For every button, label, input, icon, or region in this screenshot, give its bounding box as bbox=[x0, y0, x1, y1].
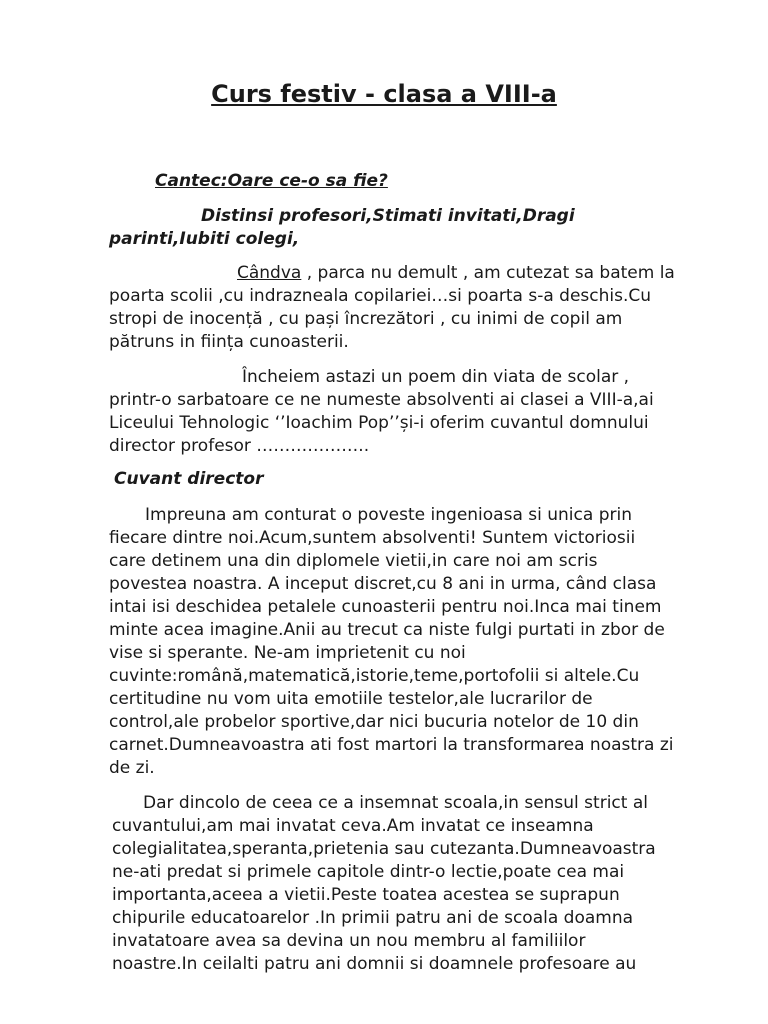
closing-intro-line-3: Liceului Tehnologic ‘’Ioachim Pop’’și-i oferim cuvantul domnului bbox=[109, 413, 649, 433]
director-heading: Cuvant director bbox=[114, 469, 264, 489]
paragraph-2-line-2: cuvantului,am mai invatat ceva.Am invatat ce inseamna bbox=[112, 816, 594, 836]
closing-intro-line-2: printr-o sarbatoare ce ne numeste absolventi ai clasei a VIII-a,ai bbox=[109, 390, 654, 410]
paragraph-1-line-12: de zi. bbox=[109, 758, 155, 778]
paragraph-1-line-2: fiecare dintre noi.Acum,suntem absolventi! Suntem victoriosii bbox=[109, 528, 636, 548]
intro-first-word: Cândva bbox=[237, 263, 302, 283]
intro-line-4: pătruns in ființa cunoasterii. bbox=[109, 332, 349, 352]
paragraph-1-line-11: carnet.Dumneavoastra ati fost martori la transformarea noastra zi bbox=[109, 735, 674, 755]
document-title: Curs festiv - clasa a VIII-a bbox=[211, 80, 557, 108]
paragraph-1-line-10: control,ale probelor sportive,dar nici bucuria notelor de 10 din bbox=[109, 712, 639, 732]
paragraph-2-line-1: Dar dincolo de ceea ce a insemnat scoala,in sensul strict al bbox=[143, 793, 648, 813]
paragraph-2-line-8: noastre.In ceilalti patru ani domnii si doamnele profesoare au bbox=[112, 954, 637, 974]
paragraph-1-line-8: cuvinte:română,matematică,istorie,teme,portofolii si altele.Cu bbox=[109, 666, 640, 686]
intro-line-3: stropi de inocență , cu pași încrezători , cu inimi de copil am bbox=[109, 309, 623, 329]
closing-intro-line-1: Încheiem astazi un poem din viata de scolar , bbox=[242, 367, 630, 387]
greeting-line-2: parinti,Iubiti colegi, bbox=[109, 229, 300, 249]
song-heading: Cantec:Oare ce-o sa fie? bbox=[155, 171, 388, 191]
paragraph-2-line-4: ne-ati predat si primele capitole dintr-o lectie,poate cea mai bbox=[112, 862, 625, 882]
paragraph-1-line-9: certitudine nu vom uita emotiile testelor,ale lucrarilor de bbox=[109, 689, 593, 709]
paragraph-1-line-5: intai isi deschidea petalele cunoasterii pentru noi.Inca mai tinem bbox=[109, 597, 662, 617]
paragraph-2-line-5: importanta,aceea a vietii.Peste toatea acestea se suprapun bbox=[112, 885, 620, 905]
paragraph-1-line-6: minte acea imagine.Anii au trecut ca niste fulgi purtati in zbor de bbox=[109, 620, 665, 640]
intro-first-line-rest: , parca nu demult , am cutezat sa batem la bbox=[301, 263, 675, 283]
paragraph-1-line-4: povestea noastra. A inceput discret,cu 8 ani in urma, când clasa bbox=[109, 574, 657, 594]
intro-line-2: poarta scolii ,cu indrazneala copilariei…si poarta s-a deschis.Cu bbox=[109, 286, 652, 306]
intro-line-1 bbox=[237, 262, 675, 285]
paragraph-1-line-1: Impreuna am conturat o poveste ingenioasa si unica prin bbox=[145, 505, 632, 525]
paragraph-2-line-3: colegialitatea,speranta,prietenia sau cutezanta.Dumneavoastra bbox=[112, 839, 656, 859]
paragraph-2-line-7: invatatoare avea sa devina un nou membru al familiilor bbox=[112, 931, 586, 951]
closing-intro-line-4: director profesor ……………….. bbox=[109, 436, 370, 456]
paragraph-1-line-3: care detinem una din diplomele vietii,in care noi am scris bbox=[109, 551, 598, 571]
paragraph-1-line-7: vise si sperante. Ne-am imprietenit cu noi bbox=[109, 643, 466, 663]
paragraph-2-line-6: chipurile educatoarelor .In primii patru ani de scoala doamna bbox=[112, 908, 634, 928]
greeting-line-1: Distinsi profesori,Stimati invitati,Dragi bbox=[201, 206, 575, 226]
